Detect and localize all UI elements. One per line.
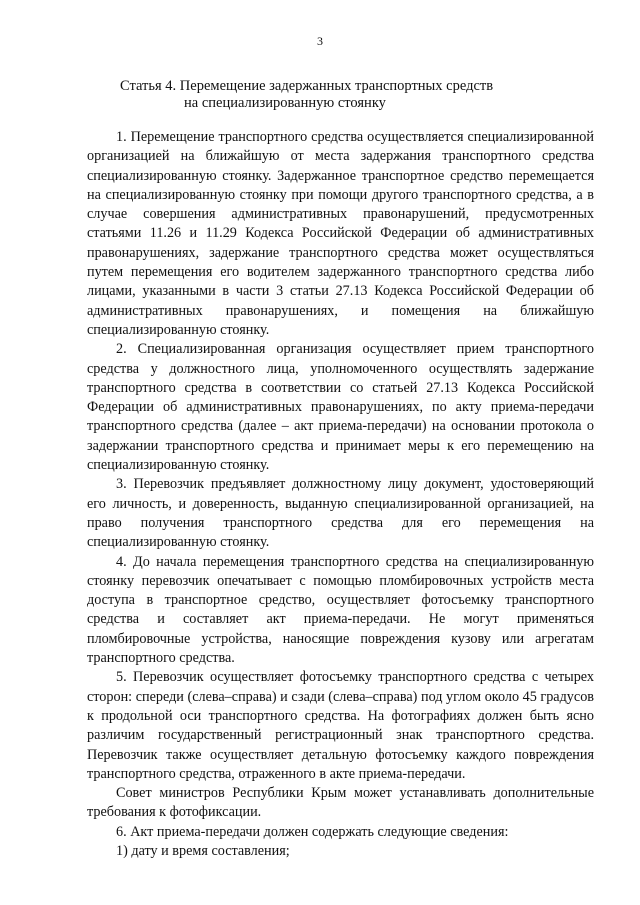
article-title-line-2: на специализированную стоянку bbox=[184, 95, 386, 111]
article-title bbox=[120, 78, 600, 112]
article-title-line-1: Статья 4. Перемещение задержанных транспортных средств bbox=[120, 78, 494, 94]
paragraph-4: 4. До начала перемещения транспортного средства на специализированную стоянку перевозчик опечатывает с помощью пломбировочных устройств места доступа в транспортное средство, осуществляет фотосъемку транспортного средства и составляет акт приема-передачи. Не могут применяться пломбировочные устройства, наносящие повреждения кузову или агрегатам транспортного средства. bbox=[87, 553, 594, 667]
list-item-1: 1) дату и время составления; bbox=[116, 842, 290, 859]
paragraph-5: 5. Перевозчик осуществляет фотосъемку транспортного средства с четырех сторон: спереди (слева–справа) и сзади (слева–справа) под углом около 45 градусов к продольной оси транспортного средства. На фотографиях должен быть ясно различим государственный регистрационный знак транспортного средства. Перевозчик также осуществляет детальную фотосъемку каждого повреждения транспортного средства, отраженного в акте приема-передачи. bbox=[87, 669, 594, 782]
page-number: 3 bbox=[317, 34, 323, 48]
article-body bbox=[87, 128, 594, 861]
paragraph-1: 1. Перемещение транспортного средства осуществляется специализированной организацией на ближайшую от места задержания транспортного средства специализированную стоянку. Задержанное транспортное средство перемещается на специализированную стоянку при помощи другого транспортного средства, а в случае совершения административных правонарушений, предусмотренных статьями 11.26 и 11.29 Кодекса Российской Федерации об административных правонарушениях, задержание транспортного средства может осуществляться путем перемещения его водителем задержанного транспортного средства либо лицами, указанными в части 3 статьи 27.13 Кодекса Российской Федерации об административных правонарушениях, и помещения на ближайшую специализированную стоянку. bbox=[87, 129, 594, 338]
paragraph-2: 2. Специализированная организация осуществляет прием транспортного средства у должностного лица, уполномоченного осуществлять задержание транспортного средства в соответствии со статьей 27.13 Кодекса Российской Федерации об административных правонарушениях, по акту приема-передачи транспортного средства (далее – акт приема-передачи) на основании протокола о задержании транспортного средства и принимает меры к его перемещению на специализированную стоянку. bbox=[87, 341, 594, 474]
paragraph-photo-requirements: Совет министров Республики Крым может устанавливать дополнительные требования к фотофиксации. bbox=[87, 785, 594, 821]
paragraph-3: 3. Перевозчик предъявляет должностному лицу документ, удостоверяющий его личность, и доверенность, выданную специализированной организацией, на право получения транспортного средства для его перемещения на специализированную стоянку. bbox=[87, 476, 594, 551]
paragraph-6: 6. Акт приема-передачи должен содержать следующие сведения: bbox=[116, 823, 509, 840]
